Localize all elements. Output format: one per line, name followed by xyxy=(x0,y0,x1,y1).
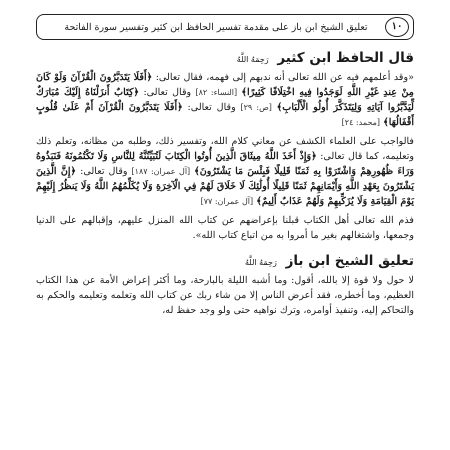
paragraph-4: لا حول ولا قوة إلا بالله، أقول: وما أشبه الليلة بالبارحة، وما أكثر إعراض الأمة عن هذا الكتاب العظيم، وما أخطره، فقد أعرض الناس إلا من شاء ربك عن كتاب الله وتعلمه وتعليمه والحكم به والتحاكم إليه، وتنفيذ أوامره، وترك نواهيه حتى ولو وجد حفظ له، xyxy=(36,275,414,316)
quran-verse: ﴿كِتَابٌ أَنزَلْنَاهُ إِلَيْكَ مُبَارَكٌ لِّيَدَّبَّرُوا آيَاتِهِ وَلِيَتَذَكَّرَ أُولُو الْأَلْبَابِ﴾ xyxy=(36,87,414,113)
paragraph-2 xyxy=(36,134,414,209)
text: وقال تعالى: xyxy=(143,87,192,98)
quran-verse: ﴿وَإِذْ أَخَذَ اللَّهُ مِيثَاقَ الَّذِينَ أُوتُوا الْكِتَابَ لَتُبَيِّنُنَّهُ لِلنَّاسِ وَلَا تَكْتُمُونَهُ فَنَبَذُوهُ وَرَاءَ ظُهُورِهِمْ وَاشْتَرَوْا بِهِ ثَمَنًا قَلِيلًا فَبِئْسَ مَا يَشْتَرُونَ﴾ xyxy=(36,151,414,177)
page-header xyxy=(36,14,414,40)
text: وقال تعالى: xyxy=(80,166,128,177)
paragraph-3: فذم الله تعالى أهل الكتاب قبلنا بإعراضهم عن كتاب الله المنزل عليهم، وإقبالهم على الدنيا وجمعها، واشتغالهم بغير ما أمروا به من اتباع كتاب الله». xyxy=(36,215,414,241)
verse-citation: [آل عمران: ١٨٧] xyxy=(131,167,191,176)
quran-verse: ﴿إِنَّ الَّذِينَ يَشْتَرُونَ بِعَهْدِ اللَّهِ وَأَيْمَانِهِمْ ثَمَنًا قَلِيلًا أُولَٰئِكَ لَا خَلَاقَ لَهُمْ فِي الْآخِرَةِ وَلَا يُكَلِّمُهُمُ اللَّهُ وَلَا يَنظُرُ إِلَيْهِمْ يَوْمَ الْقِيَامَةِ وَلَا يُزَكِّيهِمْ وَلَهُمْ عَذَابٌ أَلِيمٌ﴾ xyxy=(36,166,414,207)
honorific: رَحِمَهُ اللَّهُ xyxy=(245,258,277,267)
verse-citation: [ص: ٢٩] xyxy=(240,103,272,112)
section-heading-text: تعليق الشيخ ابن باز xyxy=(285,253,414,269)
section-heading-text: قال الحافظ ابن كثير xyxy=(277,50,414,66)
verse-citation: [محمد: ٢٤] xyxy=(341,118,381,127)
quran-verse: ﴿أَفَلَا يَتَدَبَّرُونَ الْقُرْآنَ أَمْ عَلَىٰ قُلُوبٍ أَقْفَالُهَا﴾ xyxy=(36,102,414,128)
section-heading-ibn-baz xyxy=(36,253,414,269)
text: «وقد أعلمهم فيه عن الله تعالى أنه ندبهم إلى فهمه، فقال تعالى: xyxy=(155,72,414,83)
quran-verse: ﴿أَفَلَا يَتَدَبَّرُونَ الْقُرْآنَ وَلَوْ كَانَ مِنْ عِندِ غَيْرِ اللَّهِ لَوَجَدُوا فِيهِ اخْتِلَافًا كَثِيرًا﴾ xyxy=(36,72,414,98)
honorific: رَحِمَهُ اللَّهُ xyxy=(236,55,269,64)
running-title: تعليق الشيخ ابن باز على مقدمة تفسير الحافظ ابن كثير وتفسير سورة الفاتحة xyxy=(64,21,368,33)
section-heading-ibn-kathir xyxy=(36,50,414,66)
page-number: ١٠ xyxy=(385,17,409,37)
verse-citation: [النساء: ٨٢] xyxy=(195,88,238,97)
text: فالواجب على العلماء الكشف عن معاني كلام الله، وتفسير ذلك، وطلبه من مظانه، وتعلم ذلك وتعليمه، كما قال تعالى: xyxy=(36,136,415,162)
paragraph-1 xyxy=(36,70,414,130)
verse-citation: [آل عمران: ٧٧] xyxy=(200,197,254,206)
text: وقال تعالى: xyxy=(187,102,236,113)
